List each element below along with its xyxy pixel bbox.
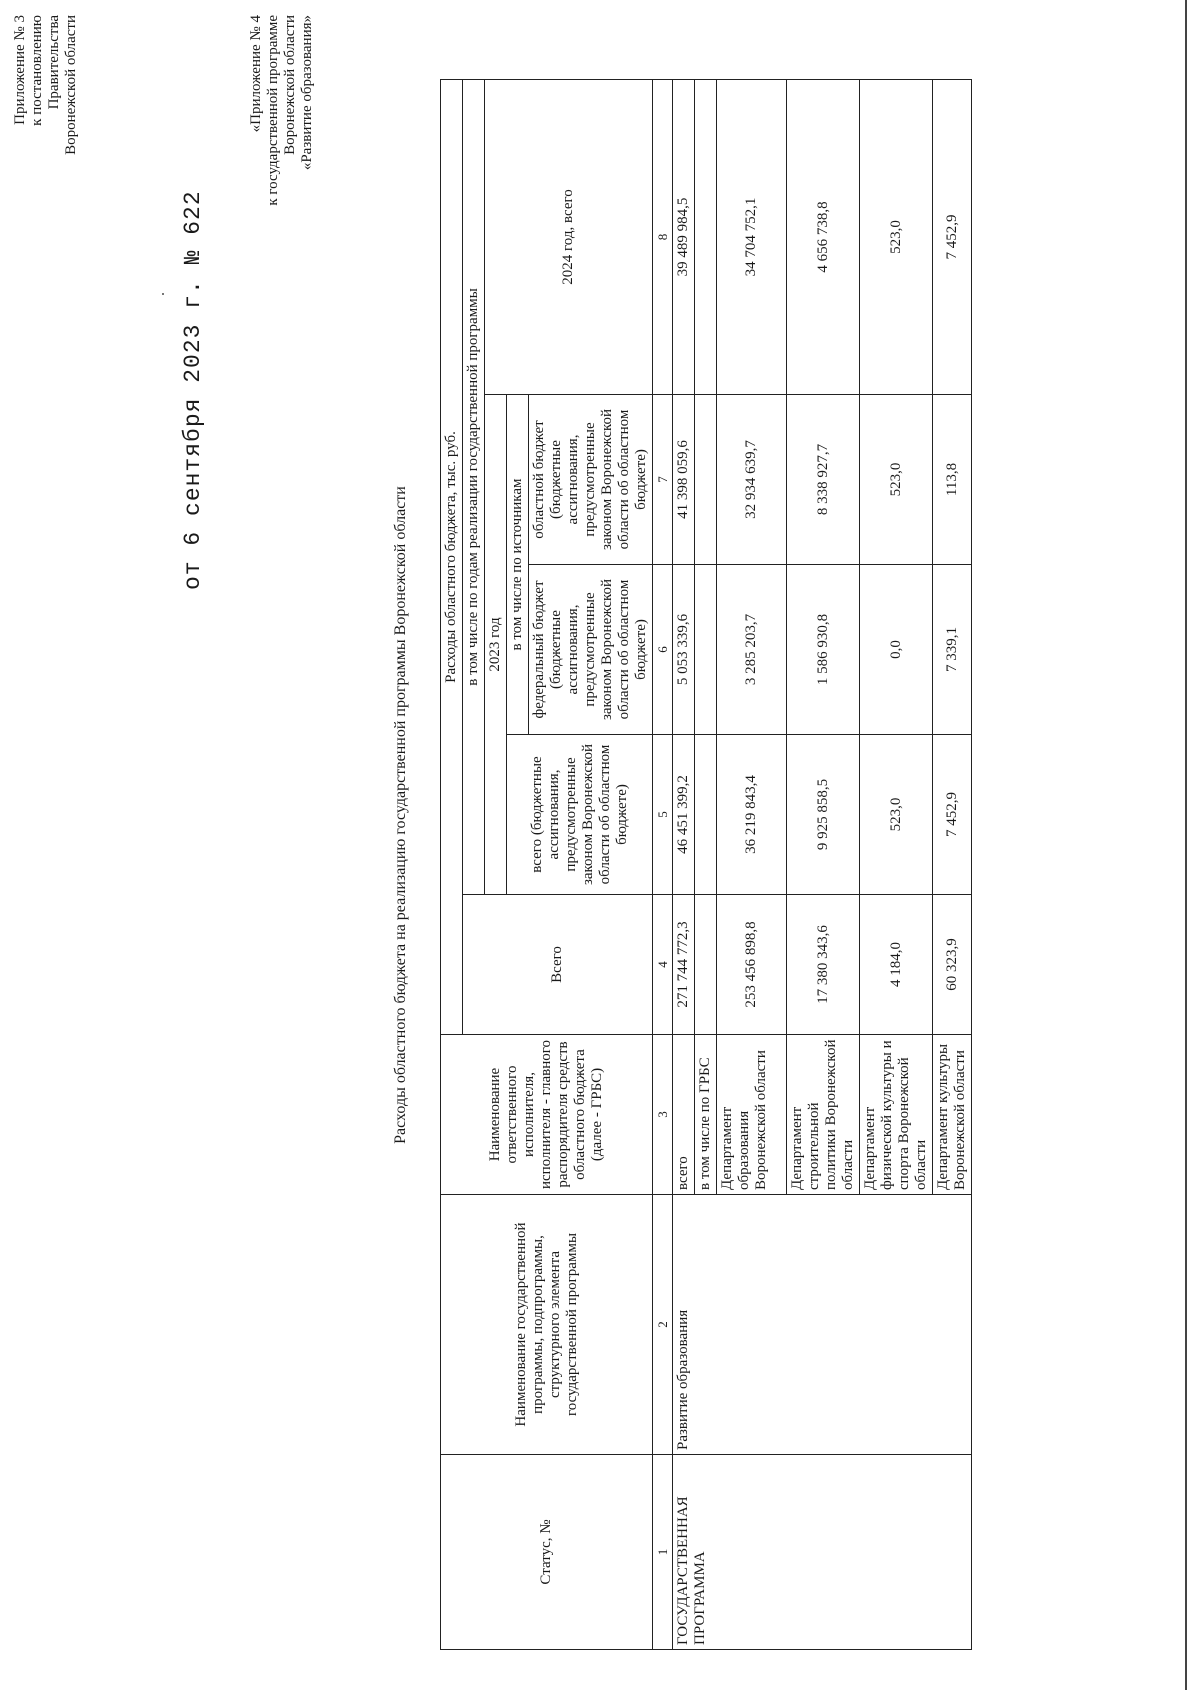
header-all-2023: всего (бюджетные ассигнования, предусмотренные законом Воронежской области об областном бюджете) — [507, 735, 653, 895]
header-federal: федеральный бюджет (бюджетные ассигнования, предусмотренные законом Воронежской области об областном бюджете) — [529, 565, 653, 735]
column-number: 1 — [653, 1455, 673, 1650]
header-year-2024: 2024 год, всего — [485, 79, 653, 394]
header-total: Всего — [463, 895, 653, 1035]
status-cell: ГОСУДАРСТВЕННАЯ ПРОГРАММА — [673, 1455, 972, 1650]
annex-4-line: «Приложение № 4 — [248, 15, 264, 133]
column-number: 4 — [653, 895, 673, 1035]
total-cell: 17 380 343,6 — [787, 895, 860, 1035]
column-number: 5 — [653, 735, 673, 895]
federal-cell: 5 053 339,6 — [673, 565, 695, 735]
header-by-years: в том числе по годам реализации государственной программы — [463, 79, 485, 894]
total-cell — [695, 895, 717, 1035]
annex-3-header — [12, 15, 80, 195]
document-title: Расходы областного бюджета на реализацию государственной программы Воронежской области — [392, 486, 409, 1144]
expenses-table — [440, 79, 972, 1650]
executor-cell: в том числе по ГРБС — [695, 1035, 717, 1195]
federal-cell: 3 285 203,7 — [717, 565, 787, 735]
program-cell: Развитие образования — [673, 1195, 972, 1455]
column-number: 7 — [653, 395, 673, 565]
executor-cell: Департамент образования Воронежской области — [717, 1035, 787, 1195]
header-status: Статус, № — [441, 1455, 653, 1650]
annex-4-line: Воронежской области — [282, 15, 298, 155]
annex-4-header — [248, 15, 316, 235]
year-2024-cell: 39 489 984,5 — [673, 79, 695, 394]
regional-cell — [695, 395, 717, 565]
all-2023-cell: 46 451 399,2 — [673, 735, 695, 895]
all-2023-cell: 7 452,9 — [933, 735, 972, 895]
total-cell: 4 184,0 — [860, 895, 933, 1035]
header-expenses: Расходы областного бюджета, тыс. руб. — [441, 79, 463, 1034]
federal-cell — [695, 565, 717, 735]
column-number: 3 — [653, 1035, 673, 1195]
column-number: 6 — [653, 565, 673, 735]
all-2023-cell — [695, 735, 717, 895]
year-2024-cell: 7 452,9 — [933, 79, 972, 394]
annex-4-line: к государственной программе — [265, 15, 281, 206]
annex-3-line: Воронежской области — [63, 15, 79, 155]
annex-3-line: к постановлению Правительства — [29, 15, 62, 126]
year-2024-cell: 34 704 752,1 — [717, 79, 787, 394]
all-2023-cell: 36 219 843,4 — [717, 735, 787, 895]
column-number: 2 — [653, 1195, 673, 1455]
header-year-2023: 2023 год — [485, 395, 507, 895]
executor-cell: всего — [673, 1035, 695, 1195]
federal-cell: 0,0 — [860, 565, 933, 735]
all-2023-cell: 523,0 — [860, 735, 933, 895]
column-number: 8 — [653, 79, 673, 394]
executor-cell: Департамент строительной политики Воронежской области — [787, 1035, 860, 1195]
annex-4-line: «Развитие образования» — [299, 15, 315, 171]
regional-cell: 41 398 059,6 — [673, 395, 695, 565]
federal-cell: 1 586 930,8 — [787, 565, 860, 735]
header-program: Наименование государственной программы, подпрограммы, структурного элемента государственной программы — [441, 1195, 653, 1455]
scan-edge-line — [1185, 0, 1187, 1690]
year-2024-cell: 4 656 738,8 — [787, 79, 860, 394]
header-executor: Наименование ответственного исполнителя, исполнителя - главного распорядителя средств областного бюджета (далее - ГРБС) — [441, 1035, 653, 1195]
regional-cell: 8 338 927,7 — [787, 395, 860, 565]
header-by-sources: в том числе по источникам — [507, 395, 529, 735]
total-cell: 60 323,9 — [933, 895, 972, 1035]
all-2023-cell: 9 925 858,5 — [787, 735, 860, 895]
total-cell: 271 744 772,3 — [673, 895, 695, 1035]
header-regional: областной бюджет (бюджетные ассигнования, предусмотренные законом Воронежской области об областном бюджете) — [529, 395, 653, 565]
regional-cell: 113,8 — [933, 395, 972, 565]
table-row — [673, 79, 695, 1649]
scan-speck — [162, 293, 164, 295]
federal-cell: 7 339,1 — [933, 565, 972, 735]
year-2024-cell: 523,0 — [860, 79, 933, 394]
year-2024-cell — [695, 79, 717, 394]
annex-3-line: Приложение № 3 — [12, 15, 28, 125]
total-cell: 253 456 898,8 — [717, 895, 787, 1035]
regional-cell: 32 934 639,7 — [717, 395, 787, 565]
regional-cell: 523,0 — [860, 395, 933, 565]
decree-date-number: от 6 сентября 2023 г. № 622 — [180, 190, 206, 590]
executor-cell: Департамент физической культуры и спорта Воронежской области — [860, 1035, 933, 1195]
executor-cell: Департамент культуры Воронежской области — [933, 1035, 972, 1195]
